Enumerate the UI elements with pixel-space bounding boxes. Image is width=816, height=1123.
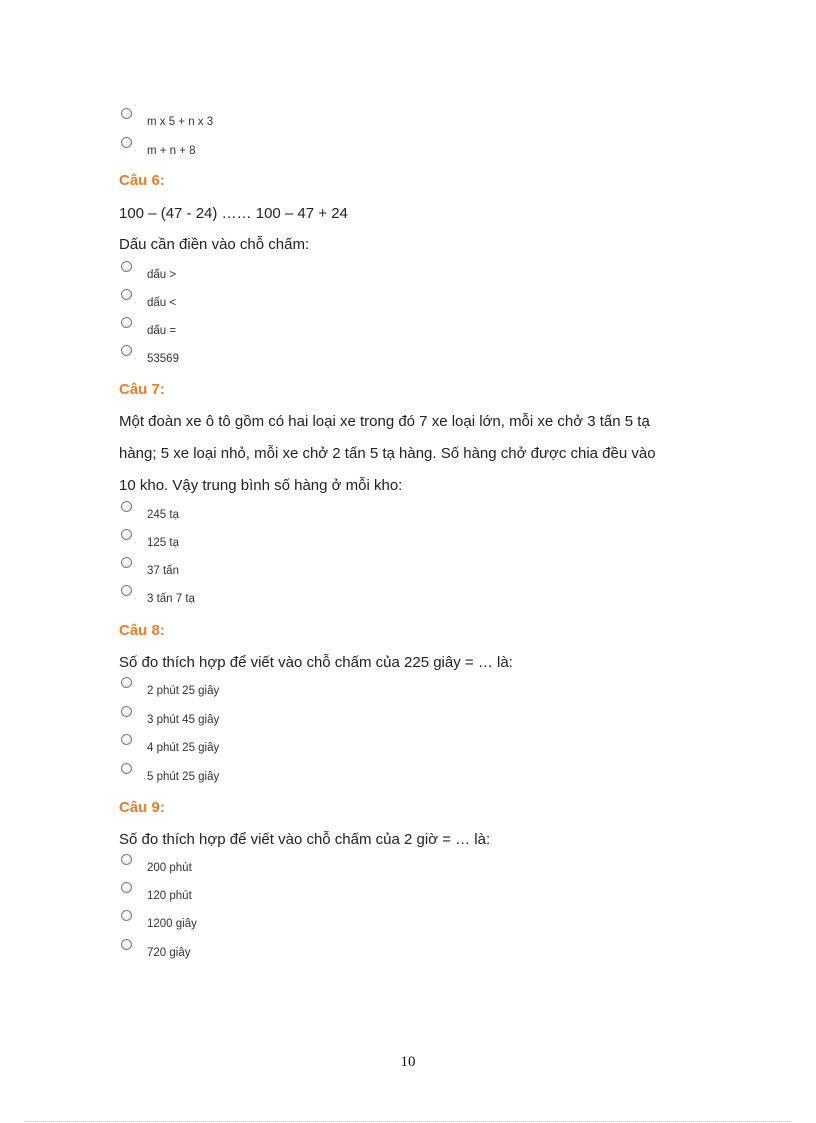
option-label: 200 phút [147,862,192,874]
radio-button[interactable] [121,501,132,512]
option-label: m x 5 + n x 3 [147,116,214,128]
radio-button[interactable] [121,261,132,272]
option-label: 3 tấn 7 tạ [147,593,195,605]
option-label: 3 phút 45 giây [147,714,220,726]
radio-button[interactable] [121,557,132,568]
radio-button[interactable] [121,529,132,540]
option-label: 2 phút 25 giây [147,685,220,697]
question-7-text-line-1: Một đoàn xe ô tô gồm có hai loại xe trong đó 7 xe loại lớn, mỗi xe chở 3 tấn 5 tạ [119,413,650,430]
radio-button[interactable] [121,345,132,356]
option-label: 37 tấn [147,565,179,577]
radio-button[interactable] [121,910,132,921]
question-7-text-line-2: hàng; 5 xe loại nhỏ, mỗi xe chở 2 tấn 5 tạ hàng. Số hàng chở được chia đều vào [119,445,656,462]
page-bottom-divider [24,1121,792,1122]
option-label: 5 phút 25 giây [147,771,220,783]
option-label: dấu = [147,325,177,337]
question-6-text-line-1: 100 – (47 - 24) …… 100 – 47 + 24 [119,205,348,222]
radio-button[interactable] [121,854,132,865]
option-label: 120 phút [147,890,192,902]
question-6-text-line-2: Dấu cần điền vào chỗ chấm: [119,236,310,253]
radio-button[interactable] [121,108,132,119]
radio-button[interactable] [121,706,132,717]
option-label: 4 phút 25 giây [147,742,220,754]
radio-button[interactable] [121,137,132,148]
question-6-title: Câu 6: [119,172,165,189]
radio-button[interactable] [121,734,132,745]
question-8-title: Câu 8: [119,622,165,639]
option-label: 53569 [147,353,179,365]
option-label: 1200 giây [147,918,197,930]
question-9-text-line-1: Số đo thích hợp để viết vào chỗ chấm của 2 giờ = … là: [119,831,491,848]
radio-button[interactable] [121,317,132,328]
radio-button[interactable] [121,939,132,950]
question-7-text-line-3: 10 kho. Vậy trung bình số hàng ở mỗi kho: [119,477,403,494]
option-label: m + n + 8 [147,145,196,157]
option-label: 245 tạ [147,509,179,521]
option-label: 720 giây [147,947,191,959]
option-label: dấu > [147,269,177,281]
option-label: 125 tạ [147,537,179,549]
option-label: dấu < [147,297,177,309]
question-8-text-line-1: Số đo thích hợp để viết vào chỗ chấm của 225 giây = … là: [119,654,513,671]
question-9-title: Câu 9: [119,799,165,816]
radio-button[interactable] [121,882,132,893]
question-7-title: Câu 7: [119,381,165,398]
radio-button[interactable] [121,289,132,300]
radio-button[interactable] [121,677,132,688]
page-number: 10 [400,1054,416,1070]
radio-button[interactable] [121,763,132,774]
radio-button[interactable] [121,585,132,596]
